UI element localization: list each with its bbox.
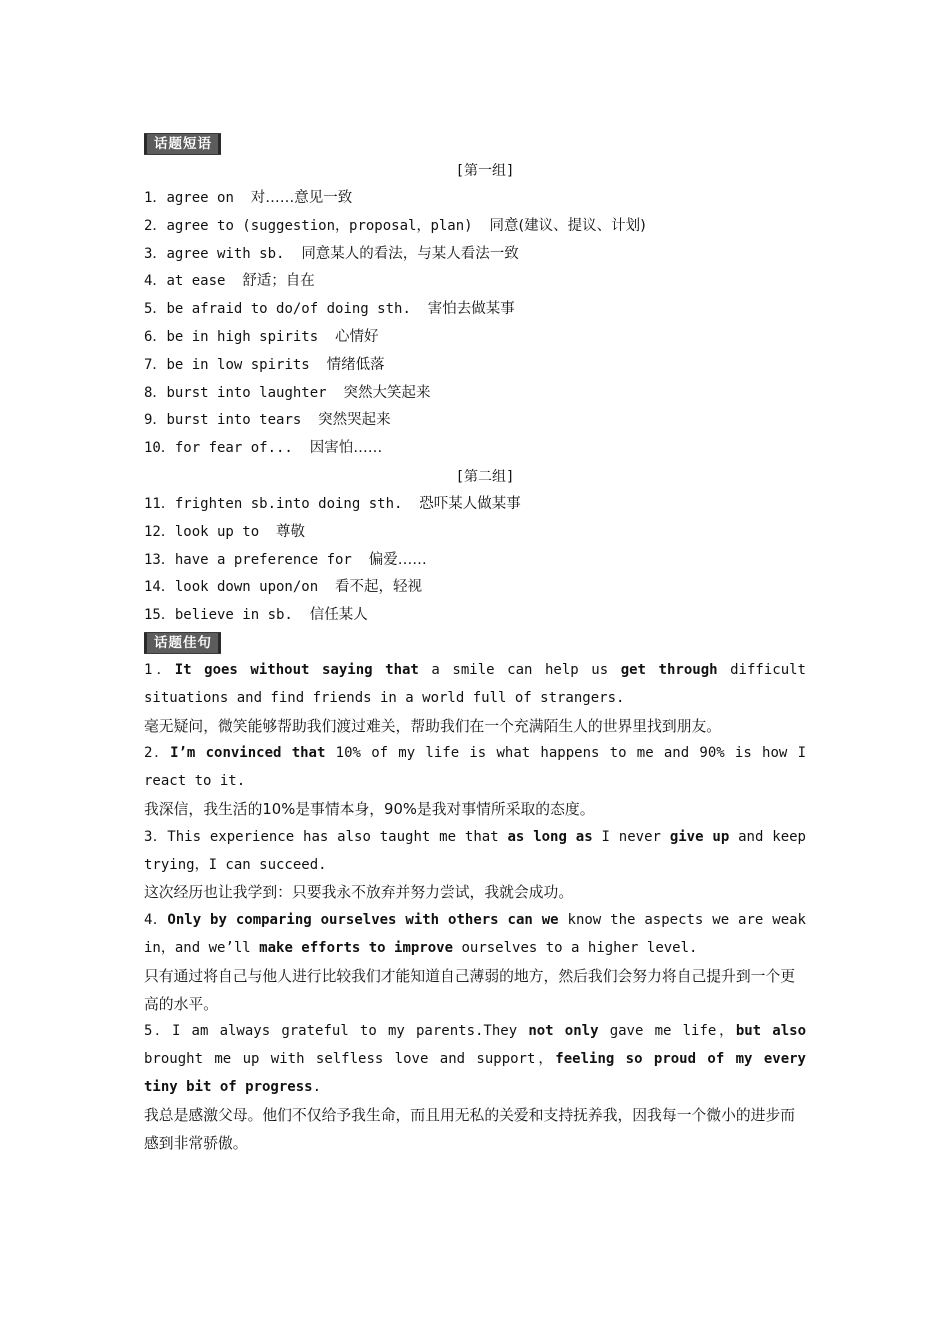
phrase-item [144, 407, 806, 435]
phrase-item [144, 519, 806, 547]
group-heading-2: [第二组] [455, 468, 515, 485]
sentence-number: 5． [144, 1023, 172, 1040]
phrase-chinese: 偏爱…… [368, 551, 427, 568]
sentence-item [144, 824, 806, 907]
phrase-item [144, 547, 806, 575]
sentence-text: brought me up with selfless love and support， [144, 1051, 556, 1068]
phrase-chinese: 因害怕…… [309, 440, 383, 457]
key-phrase: not only [528, 1023, 599, 1040]
phrase-number: 14． [144, 579, 175, 596]
phrase-english: believe in sb. [174, 607, 293, 624]
key-phrase: Only by comparing ourselves with others can we [167, 912, 559, 929]
phrase-english: look up to [174, 523, 260, 540]
phrase-item [144, 352, 806, 380]
phrase-number: 5． [144, 301, 167, 318]
phrase-english: agree to (suggestion，proposal，plan) [166, 217, 473, 234]
key-phrase: feeling so proud of my every tiny bit of progress [144, 1051, 806, 1095]
phrase-chinese: 对……意见一致 [250, 190, 353, 206]
sentence-text: difficult situations and find friends in a world full of strangers. [144, 661, 806, 706]
phrase-chinese: 信任某人 [309, 607, 368, 624]
phrase-chinese: 突然大笑起来 [343, 384, 431, 401]
sentence-english [144, 657, 806, 713]
sentence-text: know the aspects we are weak in，and we’ll [144, 912, 806, 956]
key-phrase: give up [669, 828, 730, 845]
sentence-english [144, 907, 806, 963]
phrases-section-tag: 话题短语 [144, 133, 221, 155]
sentence-english [144, 740, 806, 796]
phrase-number: 7． [144, 356, 167, 373]
sentence-item [144, 1018, 806, 1157]
phrase-item [144, 241, 806, 269]
phrase-number: 15． [144, 607, 175, 624]
phrase-english: agree on [166, 190, 234, 206]
phrase-item [144, 296, 806, 324]
sentence-chinese: 我总是感激父母。他们不仅给予我生命，而且用无私的关爱和支持抚养我，因我每一个微小的进步而感到非常骄傲。 [144, 1106, 796, 1152]
sentence-number: 1． [144, 661, 175, 678]
sentence-text: ourselves to a higher level. [453, 939, 698, 956]
sentence-text: This experience has also taught me that [167, 828, 508, 845]
phrase-number: 8． [144, 384, 167, 401]
phrase-item [144, 213, 806, 241]
sentences-section-tag: 话题佳句 [144, 632, 221, 654]
phrase-chinese: 心情好 [335, 328, 379, 345]
sentences-section-header [144, 630, 806, 657]
key-phrase: make efforts to improve [259, 939, 454, 956]
key-phrase: It goes without saying that [174, 661, 419, 678]
phrase-number: 4． [144, 273, 167, 290]
phrase-chinese: 看不起，轻视 [335, 579, 423, 596]
sentence-list [144, 657, 806, 1157]
sentence-text: a smile can help us [418, 661, 621, 678]
phrase-list-group-2 [144, 491, 806, 630]
sentence-english [144, 824, 806, 880]
phrase-english: frighten sb.into doing sth. [174, 495, 403, 512]
phrase-item [144, 491, 806, 519]
phrase-number: 12． [144, 523, 175, 540]
phrases-section-header [144, 130, 806, 157]
key-phrase: as long as [507, 828, 593, 845]
key-phrase: I’m convinced that [170, 745, 326, 762]
phrase-chinese: 恐吓某人做某事 [419, 495, 521, 512]
sentence-item [144, 907, 806, 1018]
phrase-number: 11． [144, 495, 175, 512]
phrase-item [144, 324, 806, 352]
phrase-number: 1． [144, 190, 167, 206]
phrase-chinese: 舒适；自在 [242, 273, 315, 290]
phrase-number: 2． [144, 217, 167, 234]
phrase-number: 6． [144, 328, 167, 345]
sentence-text: . [312, 1078, 322, 1095]
sentence-text: 10% of my life is what happens to me and 90% is how I react to it. [144, 745, 806, 790]
phrase-english: be in low spirits [166, 356, 310, 373]
phrase-english: burst into laughter [166, 384, 327, 401]
phrase-english: burst into tears [166, 412, 302, 429]
group-heading-1: [第一组] [455, 163, 515, 179]
sentence-text: gave me life， [598, 1023, 736, 1040]
phrase-chinese: 害怕去做某事 [427, 301, 515, 318]
sentence-chinese: 这次经历也让我学到：只要我永不放弃并努力尝试，我就会成功。 [144, 884, 574, 902]
phrase-english: have a preference for [174, 551, 352, 568]
phrase-item [144, 380, 806, 408]
phrase-item [144, 602, 806, 630]
phrase-item [144, 574, 806, 602]
phrase-chinese: 情绪低落 [326, 356, 385, 373]
phrase-list-group-1 [144, 185, 806, 463]
sentence-chinese: 毫无疑问，微笑能够帮助我们渡过难关，帮助我们在一个充满陌生人的世界里找到朋友。 [144, 717, 722, 735]
sentence-chinese: 我深信，我生活的10%是事情本身，90%是我对事情所采取的态度。 [144, 800, 595, 818]
phrase-chinese: 同意某人的看法，与某人看法一致 [301, 245, 519, 262]
phrase-chinese: 尊敬 [276, 523, 306, 540]
sentence-english [144, 1018, 806, 1101]
phrase-number: 10． [144, 440, 175, 457]
sentence-text: I never [592, 828, 670, 845]
sentence-number: 4． [144, 912, 168, 929]
phrase-number: 13． [144, 551, 175, 568]
phrase-item [144, 185, 806, 213]
sentence-item [144, 657, 806, 740]
sentence-text: and keep trying，I can succeed. [144, 828, 806, 873]
phrase-number: 3． [144, 245, 167, 262]
phrase-number: 9． [144, 412, 167, 429]
phrase-chinese: 同意(建议、提议、计划) [489, 217, 646, 234]
phrase-item [144, 268, 806, 296]
sentence-item [144, 740, 806, 823]
phrase-english: for fear of... [174, 440, 293, 457]
sentence-chinese: 只有通过将自己与他人进行比较我们才能知道自己薄弱的地方，然后我们会努力将自己提升到一个更高的水平。 [144, 967, 796, 1013]
key-phrase: get through [620, 661, 718, 678]
phrase-english: look down upon/on [174, 579, 319, 596]
sentence-number: 2． [144, 745, 171, 762]
sentence-number: 3． [144, 828, 168, 845]
phrase-item [144, 435, 806, 463]
phrase-english: at ease [166, 273, 226, 290]
sentence-text: I am always grateful to my parents.They [171, 1023, 529, 1040]
phrase-chinese: 突然哭起来 [318, 412, 391, 429]
document-page [144, 130, 806, 1157]
phrase-english: agree with sb. [166, 245, 285, 262]
phrase-english: be in high spirits [166, 328, 319, 345]
phrase-english: be afraid to do/of doing sth. [166, 301, 411, 318]
key-phrase: but also [735, 1023, 807, 1040]
